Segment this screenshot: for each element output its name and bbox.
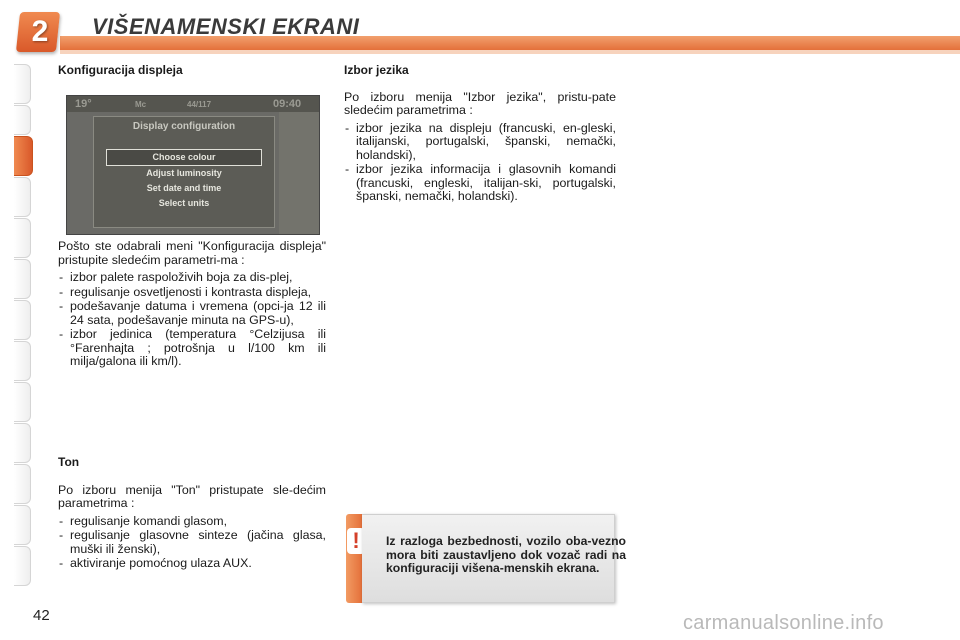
header-bar-shadow [60, 50, 960, 54]
side-tab-11[interactable] [14, 505, 31, 545]
side-tab-7[interactable] [14, 341, 31, 381]
section-title-sound: Ton [58, 455, 80, 469]
paragraph: Po izboru menija "Ton" pristupate sle-dećim parametrima : [58, 482, 326, 510]
section-title-display-config: Konfiguracija displeja [58, 63, 183, 77]
list-item: - izbor jezika informacija i glasovnih komandi (francuski, engleski, italijan-ski, portugalski, španski, nemački, holandski). [344, 163, 616, 204]
display-clock: 09:40 [273, 98, 302, 110]
list-item: - podešavanje datuma i vremena (opci-ja 12 ili 24 sata, podešavanje minuta na GPS-u), [58, 300, 326, 327]
display-screenshot [66, 95, 320, 235]
display-menu-title: Display configuration [132, 121, 236, 132]
list-item: - regulisanje glasovne sinteze (jačina glasa, muški ili ženski), [58, 529, 326, 556]
display-source: Mc [135, 100, 147, 109]
side-tab-6[interactable] [14, 300, 31, 340]
paragraph: Po izboru menija "Izbor jezika", pristu-pate sledećim parametrima : [344, 89, 616, 117]
side-tab-10[interactable] [14, 464, 31, 504]
list-item: - izbor jedinica (temperatura °Celzijusa ili °Farenhajta ; potrošnja u l/100 km ili milja/galona ili km/l). [58, 328, 326, 369]
section-language [344, 64, 616, 205]
warning-text: Iz razloga bezbednosti, vozilo oba-vezno mora biti zaustavljeno dok vozač radi na konfiguraciji višena-menskih ekrana. [386, 534, 626, 576]
side-tab-2[interactable] [14, 105, 31, 135]
list-item: - izbor jezika na displeju (francuski, en-gleski, italijanski, portugalski, španski, nemački, holandski), [344, 122, 616, 163]
display-status-bar [67, 96, 319, 112]
section-display-config [58, 64, 326, 78]
side-tab-2-active[interactable] [14, 136, 33, 176]
bullet-list [344, 122, 616, 204]
side-tab-12[interactable] [14, 546, 31, 586]
display-config-body [58, 240, 326, 370]
display-menu-panel [93, 116, 275, 228]
side-tab-5[interactable] [14, 259, 31, 299]
list-item: - izbor palete raspoloživih boja za dis-plej, [58, 271, 326, 285]
section-sound [58, 456, 326, 572]
side-tab-9[interactable] [14, 423, 31, 463]
side-tab-strip [14, 64, 34, 587]
page-title: VIŠENAMENSKI EKRANI [92, 14, 360, 39]
display-temperature: 19° [75, 98, 92, 110]
safety-warning-box [346, 514, 626, 603]
side-tab-1[interactable] [14, 64, 31, 104]
display-menu-list [94, 149, 274, 211]
display-track: 44/117 [187, 100, 212, 109]
list-item: - regulisanje osvetljenosti i kontrasta displeja, [58, 286, 326, 300]
display-map-area [279, 112, 319, 234]
warning-body [362, 514, 626, 603]
section-title-language: Izbor jezika [344, 63, 409, 77]
side-tab-3[interactable] [14, 177, 31, 217]
side-tab-8[interactable] [14, 382, 31, 422]
display-menu-item[interactable]: Set date and time [146, 183, 222, 193]
chapter-number: 2 [31, 15, 49, 48]
display-menu-item[interactable]: Choose colour [106, 149, 262, 166]
bullet-list [58, 271, 326, 369]
paragraph: Pošto ste odabrali meni "Konfiguracija displeja" pristupite sledećim parametri-ma : [58, 239, 326, 267]
side-tab-4[interactable] [14, 218, 31, 258]
bullet-list [58, 515, 326, 571]
list-item: - regulisanje komandi glasom, [58, 515, 326, 529]
list-item: - aktiviranje pomoćnog ulaza AUX. [58, 557, 326, 571]
display-menu-item[interactable]: Select units [158, 198, 210, 208]
page-number: 42 [33, 607, 50, 624]
display-menu-item[interactable]: Adjust luminosity [146, 168, 222, 178]
watermark: carmanualsonline.info [683, 612, 884, 634]
exclamation-icon: ! [347, 528, 365, 554]
